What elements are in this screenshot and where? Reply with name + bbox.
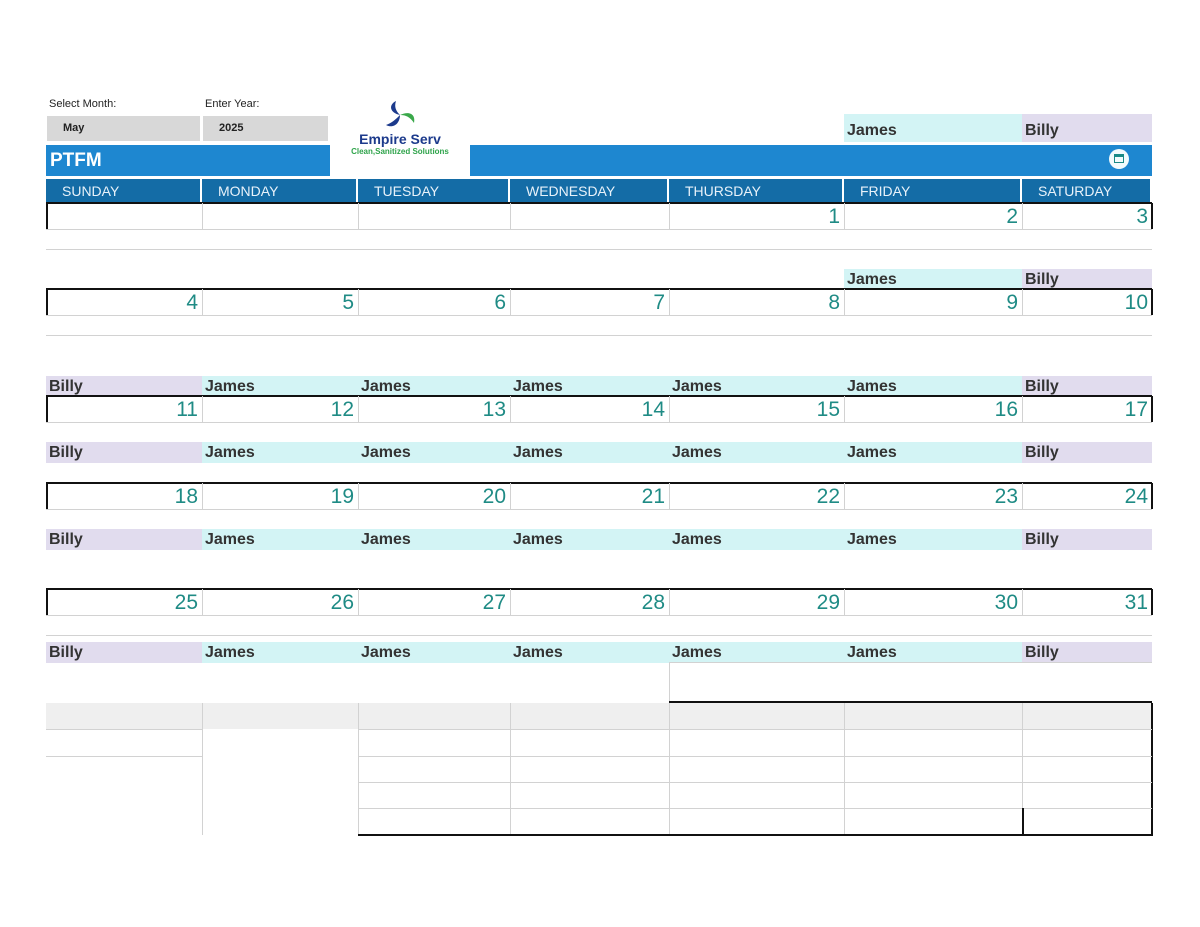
slot-line (46, 335, 1152, 336)
assignee-name: James (202, 529, 358, 550)
month-label: Select Month: (49, 98, 117, 110)
day-number[interactable]: 10 (1124, 291, 1148, 314)
assignee-name: James (358, 642, 510, 663)
day-number[interactable]: 19 (330, 485, 354, 508)
assignee-name: James (358, 376, 510, 397)
empty-row (669, 703, 1152, 729)
assignee-name: James (669, 442, 844, 463)
day-number[interactable]: 28 (641, 591, 665, 614)
day-divider (510, 703, 511, 835)
month-select[interactable]: May (47, 116, 200, 141)
week-border (46, 202, 1152, 204)
day-number[interactable]: 1 (828, 205, 840, 228)
day-number[interactable]: 3 (1136, 205, 1148, 228)
slot-line (46, 249, 1152, 250)
day-number[interactable]: 24 (1124, 485, 1148, 508)
day-number[interactable]: 11 (176, 398, 198, 421)
day-number[interactable] (358, 205, 510, 229)
day-header-friday: FRIDAY (844, 179, 1020, 203)
week-border (358, 834, 1153, 836)
day-number[interactable]: 26 (330, 591, 354, 614)
week-border (46, 482, 1152, 484)
slot-line (46, 229, 1152, 230)
assignee-name: James (669, 376, 844, 397)
slot-line (46, 729, 202, 730)
day-number[interactable]: 25 (174, 591, 198, 614)
assignee-name: Billy (1022, 529, 1152, 550)
slot-line (358, 782, 1152, 783)
slot-line (358, 729, 1152, 730)
day-divider (1022, 808, 1024, 835)
top-name-friday: James (844, 114, 1022, 142)
year-input[interactable]: 2025 (203, 116, 328, 141)
assignee-name: Billy (1022, 642, 1152, 663)
assignee-name: James (358, 529, 510, 550)
assignee-name: James (844, 269, 1022, 290)
day-number[interactable] (202, 205, 358, 229)
logo-tagline: Clean,Sanitized Solutions (351, 147, 449, 156)
day-number[interactable]: 12 (330, 398, 354, 421)
assignee-name: James (358, 442, 510, 463)
day-number[interactable]: 15 (816, 398, 840, 421)
day-number[interactable]: 31 (1124, 591, 1148, 614)
assignee-name: James (669, 529, 844, 550)
week-border (46, 395, 1152, 397)
day-number[interactable]: 13 (482, 398, 506, 421)
assignee-name: James (844, 442, 1022, 463)
day-divider (844, 703, 845, 835)
assignee-name: Billy (1022, 442, 1152, 463)
assignee-name: James (510, 376, 669, 397)
slot-line (358, 756, 1152, 757)
day-number[interactable]: 6 (494, 291, 506, 314)
day-header-sunday: SUNDAY (46, 179, 200, 203)
title-bar-left (46, 145, 330, 176)
day-number[interactable]: 29 (816, 591, 840, 614)
year-label: Enter Year: (205, 98, 260, 110)
assignee-name: James (510, 442, 669, 463)
day-header-saturday: SATURDAY (1022, 179, 1150, 203)
day-number[interactable]: 14 (641, 398, 665, 421)
day-number[interactable]: 7 (653, 291, 665, 314)
assignee-name: Billy (1022, 269, 1152, 290)
assignee-name: Billy (46, 529, 202, 550)
day-header-monday: MONDAY (202, 179, 356, 203)
slot-line (669, 662, 670, 702)
day-number[interactable]: 20 (482, 485, 506, 508)
day-divider (1151, 703, 1153, 835)
assignee-name: Billy (1022, 376, 1152, 397)
day-number[interactable]: 27 (482, 591, 506, 614)
day-number[interactable]: 2 (1006, 205, 1018, 228)
calendar-icon[interactable] (1109, 149, 1129, 169)
day-header-tuesday: TUESDAY (358, 179, 508, 203)
company-logo (330, 98, 470, 168)
title-bar-right (470, 145, 1152, 176)
day-number[interactable]: 30 (994, 591, 1018, 614)
assignee-name: James (669, 642, 844, 663)
assignee-name: James (202, 442, 358, 463)
assignee-name: James (510, 642, 669, 663)
week-border (46, 288, 1152, 290)
day-number[interactable]: 22 (816, 485, 840, 508)
logo-name: Empire Serv (359, 131, 441, 147)
day-number[interactable]: 17 (1124, 398, 1148, 421)
assignee-name: Billy (46, 442, 202, 463)
assignee-name: James (510, 529, 669, 550)
slot-line (669, 662, 1152, 663)
assignee-name: James (844, 529, 1022, 550)
slot-line (46, 315, 1152, 316)
day-number[interactable] (46, 205, 202, 229)
slot-line (46, 422, 1152, 423)
day-number[interactable]: 18 (174, 485, 198, 508)
assignee-name: James (202, 642, 358, 663)
day-divider (669, 703, 670, 835)
day-number[interactable]: 5 (342, 291, 354, 314)
slot-line (46, 615, 1152, 616)
assignee-name: James (844, 376, 1022, 397)
day-number[interactable]: 16 (994, 398, 1018, 421)
day-number[interactable] (510, 205, 669, 229)
logo-swirl-icon (382, 99, 418, 131)
day-header-wednesday: WEDNESDAY (510, 179, 667, 203)
assignee-name: James (202, 376, 358, 397)
slot-line (46, 756, 202, 757)
day-divider (202, 703, 203, 835)
slot-line (46, 509, 1152, 510)
day-number[interactable]: 21 (641, 485, 665, 508)
assignee-name: James (844, 642, 1022, 663)
day-number[interactable]: 8 (828, 291, 840, 314)
day-header-thursday: THURSDAY (669, 179, 842, 203)
week-border (46, 588, 1152, 590)
day-number[interactable]: 4 (186, 291, 198, 314)
top-name-saturday: Billy (1022, 114, 1152, 142)
day-number[interactable]: 23 (994, 485, 1018, 508)
day-divider (358, 703, 359, 835)
day-number[interactable]: 9 (1006, 291, 1018, 314)
assignee-name: Billy (46, 642, 202, 663)
slot-line (358, 808, 1152, 809)
slot-line (46, 635, 1152, 636)
assignee-name: Billy (46, 376, 202, 397)
calendar-title: PTFM (50, 150, 102, 171)
